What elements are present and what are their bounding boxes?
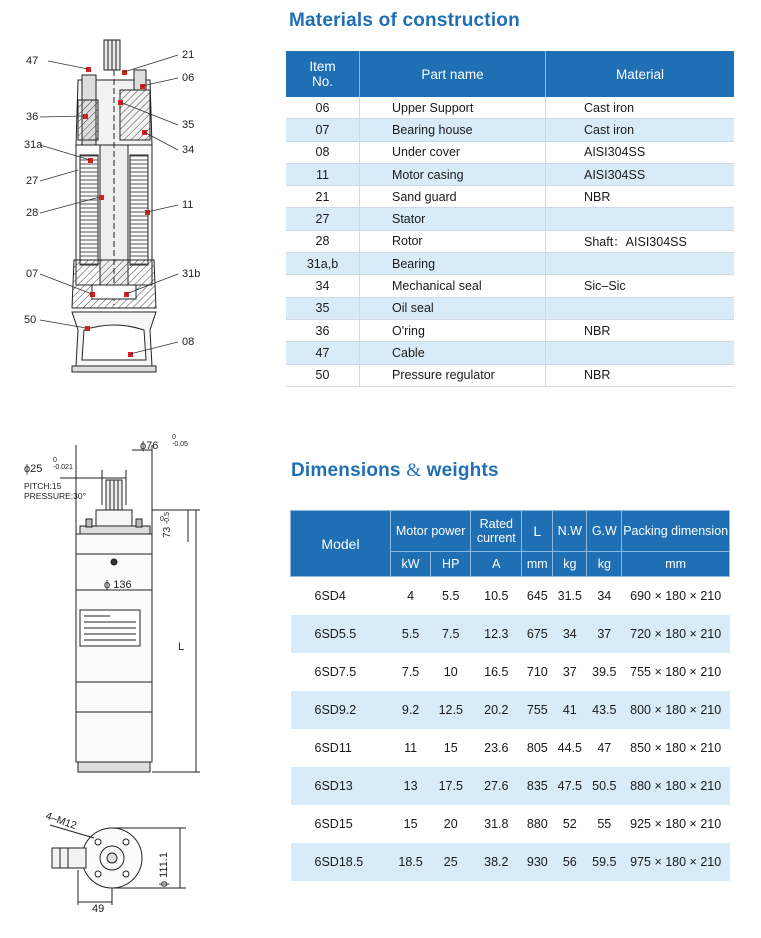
dimensions-row: [291, 577, 730, 616]
dimensions-row: [291, 691, 730, 729]
header-packing: Packing dimension: [622, 511, 730, 552]
dimensions-row: [291, 767, 730, 805]
dimensions-cell-gw: 59.5: [587, 843, 622, 881]
dimensions-cell-hp: 5.5: [442, 589, 460, 603]
dimensions-cell-hp: 17.5: [431, 767, 471, 805]
dimensions-cell-l: 835: [522, 767, 553, 805]
dimensions-cell-nw: 41: [553, 691, 587, 729]
callout-27: 27: [26, 175, 39, 187]
callout-47: 47: [26, 55, 39, 67]
materials-item-no: 27: [286, 208, 360, 230]
callout-07: 07: [26, 268, 39, 280]
motor-dimension-drawing: [0, 430, 240, 935]
dimensions-cell-pack: 850 × 180 × 210: [630, 741, 722, 755]
materials-row: [286, 275, 734, 297]
dimensions-cell-model: 6SD18.5: [291, 843, 391, 881]
materials-table: [286, 51, 734, 387]
materials-part-name: Upper Support: [360, 97, 546, 119]
dim-pressure: PRESSURE:30°: [24, 491, 86, 501]
header-gw: G.W: [587, 511, 622, 552]
unit-mm: mm: [522, 552, 553, 577]
materials-row: [286, 364, 734, 386]
materials-item-no: 35: [286, 297, 360, 319]
callout-34: 34: [182, 144, 195, 156]
dimensions-cell-l: 805: [526, 741, 548, 755]
dimensions-cell-a: 20.2: [471, 691, 522, 729]
materials-item-no: 21: [286, 186, 360, 208]
materials-part-name: Pressure regulator: [360, 364, 546, 386]
materials-material: NBR: [546, 364, 735, 386]
dimensions-table: [290, 510, 730, 881]
materials-material: [546, 253, 735, 275]
materials-item-no: 36: [286, 319, 360, 341]
callout-06: 06: [182, 72, 195, 84]
callout-08: 08: [182, 336, 195, 348]
materials-item-no: 50: [286, 364, 360, 386]
dimensions-row: [291, 653, 730, 691]
dimensions-cell-hp: 15: [443, 741, 458, 755]
dimensions-title-word1: Dimensions: [291, 460, 401, 481]
dimensions-cell-hp: 25: [431, 843, 471, 881]
dimensions-row: [291, 729, 730, 767]
materials-part-name: Mechanical seal: [360, 275, 546, 297]
dimensions-cell-model: 6SD11: [314, 741, 352, 755]
materials-title: Materials of construction: [289, 10, 520, 31]
dimensions-row: [291, 615, 730, 653]
dimensions-cell-kw: 13: [391, 767, 431, 805]
dimensions-header-row: [291, 511, 730, 552]
dimensions-cell-gw: 34: [597, 589, 612, 603]
materials-row: [286, 253, 734, 275]
dimensions-cell-l: 755: [522, 691, 553, 729]
dimensions-cell-gw: 39.5: [592, 665, 617, 679]
dimensions-title-amp: &: [406, 460, 422, 481]
materials-part-name: Rotor: [360, 230, 546, 252]
materials-row: [286, 319, 734, 341]
dimensions-cell-l: 710: [526, 665, 548, 679]
dimensions-cell-nw: 52: [562, 817, 577, 831]
dimensions-cell-model: 6SD5.5: [291, 615, 391, 653]
dimensions-cell-pack: 975 × 180 × 210: [622, 843, 730, 881]
dimensions-cell-a: 23.6: [484, 741, 509, 755]
dim-phi136: ϕ 136: [104, 579, 132, 591]
unit-hp: HP: [431, 552, 471, 577]
materials-material: Sic–Sic: [546, 275, 735, 297]
header-rated-current: Rated current: [471, 511, 522, 552]
dimensions-cell-pack: 690 × 180 × 210: [630, 589, 722, 603]
dimensions-cell-kw: 15: [403, 817, 418, 831]
callout-21: 21: [182, 49, 195, 61]
dimensions-cell-a: 38.2: [471, 843, 522, 881]
dimensions-cell-pack: 925 × 180 × 210: [630, 817, 722, 831]
materials-item-no: 08: [286, 141, 360, 163]
unit-kg-gw: kg: [587, 552, 622, 577]
dimensions-cell-gw: 37: [587, 615, 622, 653]
dim-phi25-tol: 0 -0.021: [53, 457, 73, 471]
dimensions-cell-hp: 10: [443, 665, 458, 679]
materials-material: [546, 342, 735, 364]
dimensions-cell-kw: 5.5: [391, 615, 431, 653]
dimensions-cell-a: 27.6: [471, 767, 522, 805]
dimensions-cell-pack: 755 × 180 × 210: [630, 665, 722, 679]
dimensions-cell-pack: 880 × 180 × 210: [622, 767, 730, 805]
materials-part-name: Bearing: [360, 253, 546, 275]
dimensions-cell-model: 6SD15: [314, 817, 353, 831]
dimensions-cell-nw: 34: [553, 615, 587, 653]
materials-row: [286, 297, 734, 319]
dimensions-title-word2: weights: [426, 460, 499, 481]
dimensions-cell-gw: 43.5: [587, 691, 622, 729]
dimensions-cell-pack: 720 × 180 × 210: [622, 615, 730, 653]
callout-28: 28: [26, 207, 39, 219]
dimensions-cell-l: 675: [522, 615, 553, 653]
dimensions-row: [291, 805, 730, 843]
dimensions-cell-kw: 9.2: [391, 691, 431, 729]
materials-header-row: [286, 51, 734, 97]
materials-item-no: 34: [286, 275, 360, 297]
dimensions-cell-a: 31.8: [484, 817, 509, 831]
dimensions-cell-nw: 47.5: [553, 767, 587, 805]
materials-material: NBR: [546, 319, 735, 341]
dimensions-cell-model: 6SD9.2: [291, 691, 391, 729]
dimensions-cell-nw: 31.5: [557, 589, 582, 603]
header-l: L: [522, 511, 553, 552]
materials-part-name: Sand guard: [360, 186, 546, 208]
materials-material: Cast iron: [546, 97, 735, 119]
dimensions-cell-nw: 44.5: [557, 741, 582, 755]
callout-11: 11: [182, 199, 194, 211]
dimensions-cell-model: 6SD13: [291, 767, 391, 805]
materials-material: [546, 297, 735, 319]
materials-row: [286, 208, 734, 230]
materials-item-no: 28: [286, 230, 360, 252]
materials-row: [286, 119, 734, 141]
materials-part-name: Bearing house: [360, 119, 546, 141]
materials-material: Cast iron: [546, 119, 735, 141]
materials-part-name: Motor casing: [360, 163, 546, 185]
materials-part-name: Stator: [360, 208, 546, 230]
materials-row: [286, 186, 734, 208]
dimensions-cell-model: 6SD7.5: [314, 665, 357, 679]
dimensions-cell-a: 12.3: [471, 615, 522, 653]
dimensions-cell-pack: 800 × 180 × 210: [622, 691, 730, 729]
dimensions-cell-hp: 20: [443, 817, 458, 831]
dimensions-cell-kw: 7.5: [401, 665, 420, 679]
materials-item-no: 11: [286, 163, 360, 185]
unit-a: A: [471, 552, 522, 577]
dimensions-row: [291, 843, 730, 881]
callout-50: 50: [24, 314, 37, 326]
unit-kg-nw: kg: [553, 552, 587, 577]
dimensions-title: [291, 460, 499, 482]
materials-material: Shaft：AISI304SS: [546, 230, 735, 252]
materials-material: [546, 208, 735, 230]
materials-row: [286, 163, 734, 185]
dim-phi76: ϕ76: [140, 440, 159, 452]
dimensions-cell-a: 10.5: [484, 589, 509, 603]
header-item-no: Item No.: [286, 51, 360, 97]
dim-phi25: ϕ25: [24, 463, 43, 475]
materials-row: [286, 342, 734, 364]
materials-row: [286, 97, 734, 119]
dimensions-cell-model: 6SD4: [314, 589, 346, 603]
header-model: Model: [291, 511, 391, 577]
dim-phi76-tol: 0 -0.05: [172, 434, 188, 448]
callout-36: 36: [26, 111, 39, 123]
header-motor-power: Motor power: [391, 511, 471, 552]
callout-31a: 31a: [24, 139, 43, 151]
materials-part-name: Under cover: [360, 141, 546, 163]
dimensions-cell-gw: 47: [597, 741, 612, 755]
dim-height-tol-top: 0: [160, 516, 164, 523]
dimensions-cell-l: 645: [526, 589, 548, 603]
dim-length-l: L: [178, 641, 185, 653]
materials-material: AISI304SS: [546, 141, 735, 163]
materials-material: AISI304SS: [546, 163, 735, 185]
dim-height-73: 73 -0.5: [162, 512, 173, 538]
dimensions-cell-kw: 11: [404, 741, 418, 755]
callout-35: 35: [182, 119, 195, 131]
header-material: Material: [546, 51, 735, 97]
dimensions-cell-l: 930: [522, 843, 553, 881]
materials-item-no: 31a,b: [286, 253, 360, 275]
dim-phi111: ϕ 111.1: [158, 852, 170, 888]
materials-item-no: 47: [286, 342, 360, 364]
unit-kw: kW: [391, 552, 431, 577]
dimensions-cell-hp: 12.5: [431, 691, 471, 729]
materials-row: [286, 230, 734, 252]
dimensions-cell-l: 880: [526, 817, 548, 831]
dim-pitch: PITCH:15: [24, 481, 62, 491]
dim-m12: 4–M12: [43, 809, 79, 833]
dimensions-cell-nw: 37: [562, 665, 577, 679]
materials-part-name: O'ring: [360, 319, 546, 341]
dimensions-cell-gw: 55: [597, 817, 612, 831]
materials-item-no: 07: [286, 119, 360, 141]
header-nw: N.W: [553, 511, 587, 552]
unit-mm-packing: mm: [622, 552, 730, 577]
materials-row: [286, 141, 734, 163]
materials-part-name: Cable: [360, 342, 546, 364]
materials-item-no: 06: [286, 97, 360, 119]
dimensions-cell-hp: 7.5: [431, 615, 471, 653]
header-part-name: Part name: [360, 51, 546, 97]
dimensions-cell-kw: 18.5: [391, 843, 431, 881]
dimensions-cell-kw: 4: [407, 589, 415, 603]
dimensions-cell-nw: 56: [553, 843, 587, 881]
callout-31b: 31b: [182, 268, 201, 280]
dim-49: 49: [92, 903, 105, 915]
materials-part-name: Oil seal: [360, 297, 546, 319]
dimensions-cell-gw: 50.5: [587, 767, 622, 805]
materials-material: NBR: [546, 186, 735, 208]
dimensions-cell-a: 16.5: [484, 665, 509, 679]
